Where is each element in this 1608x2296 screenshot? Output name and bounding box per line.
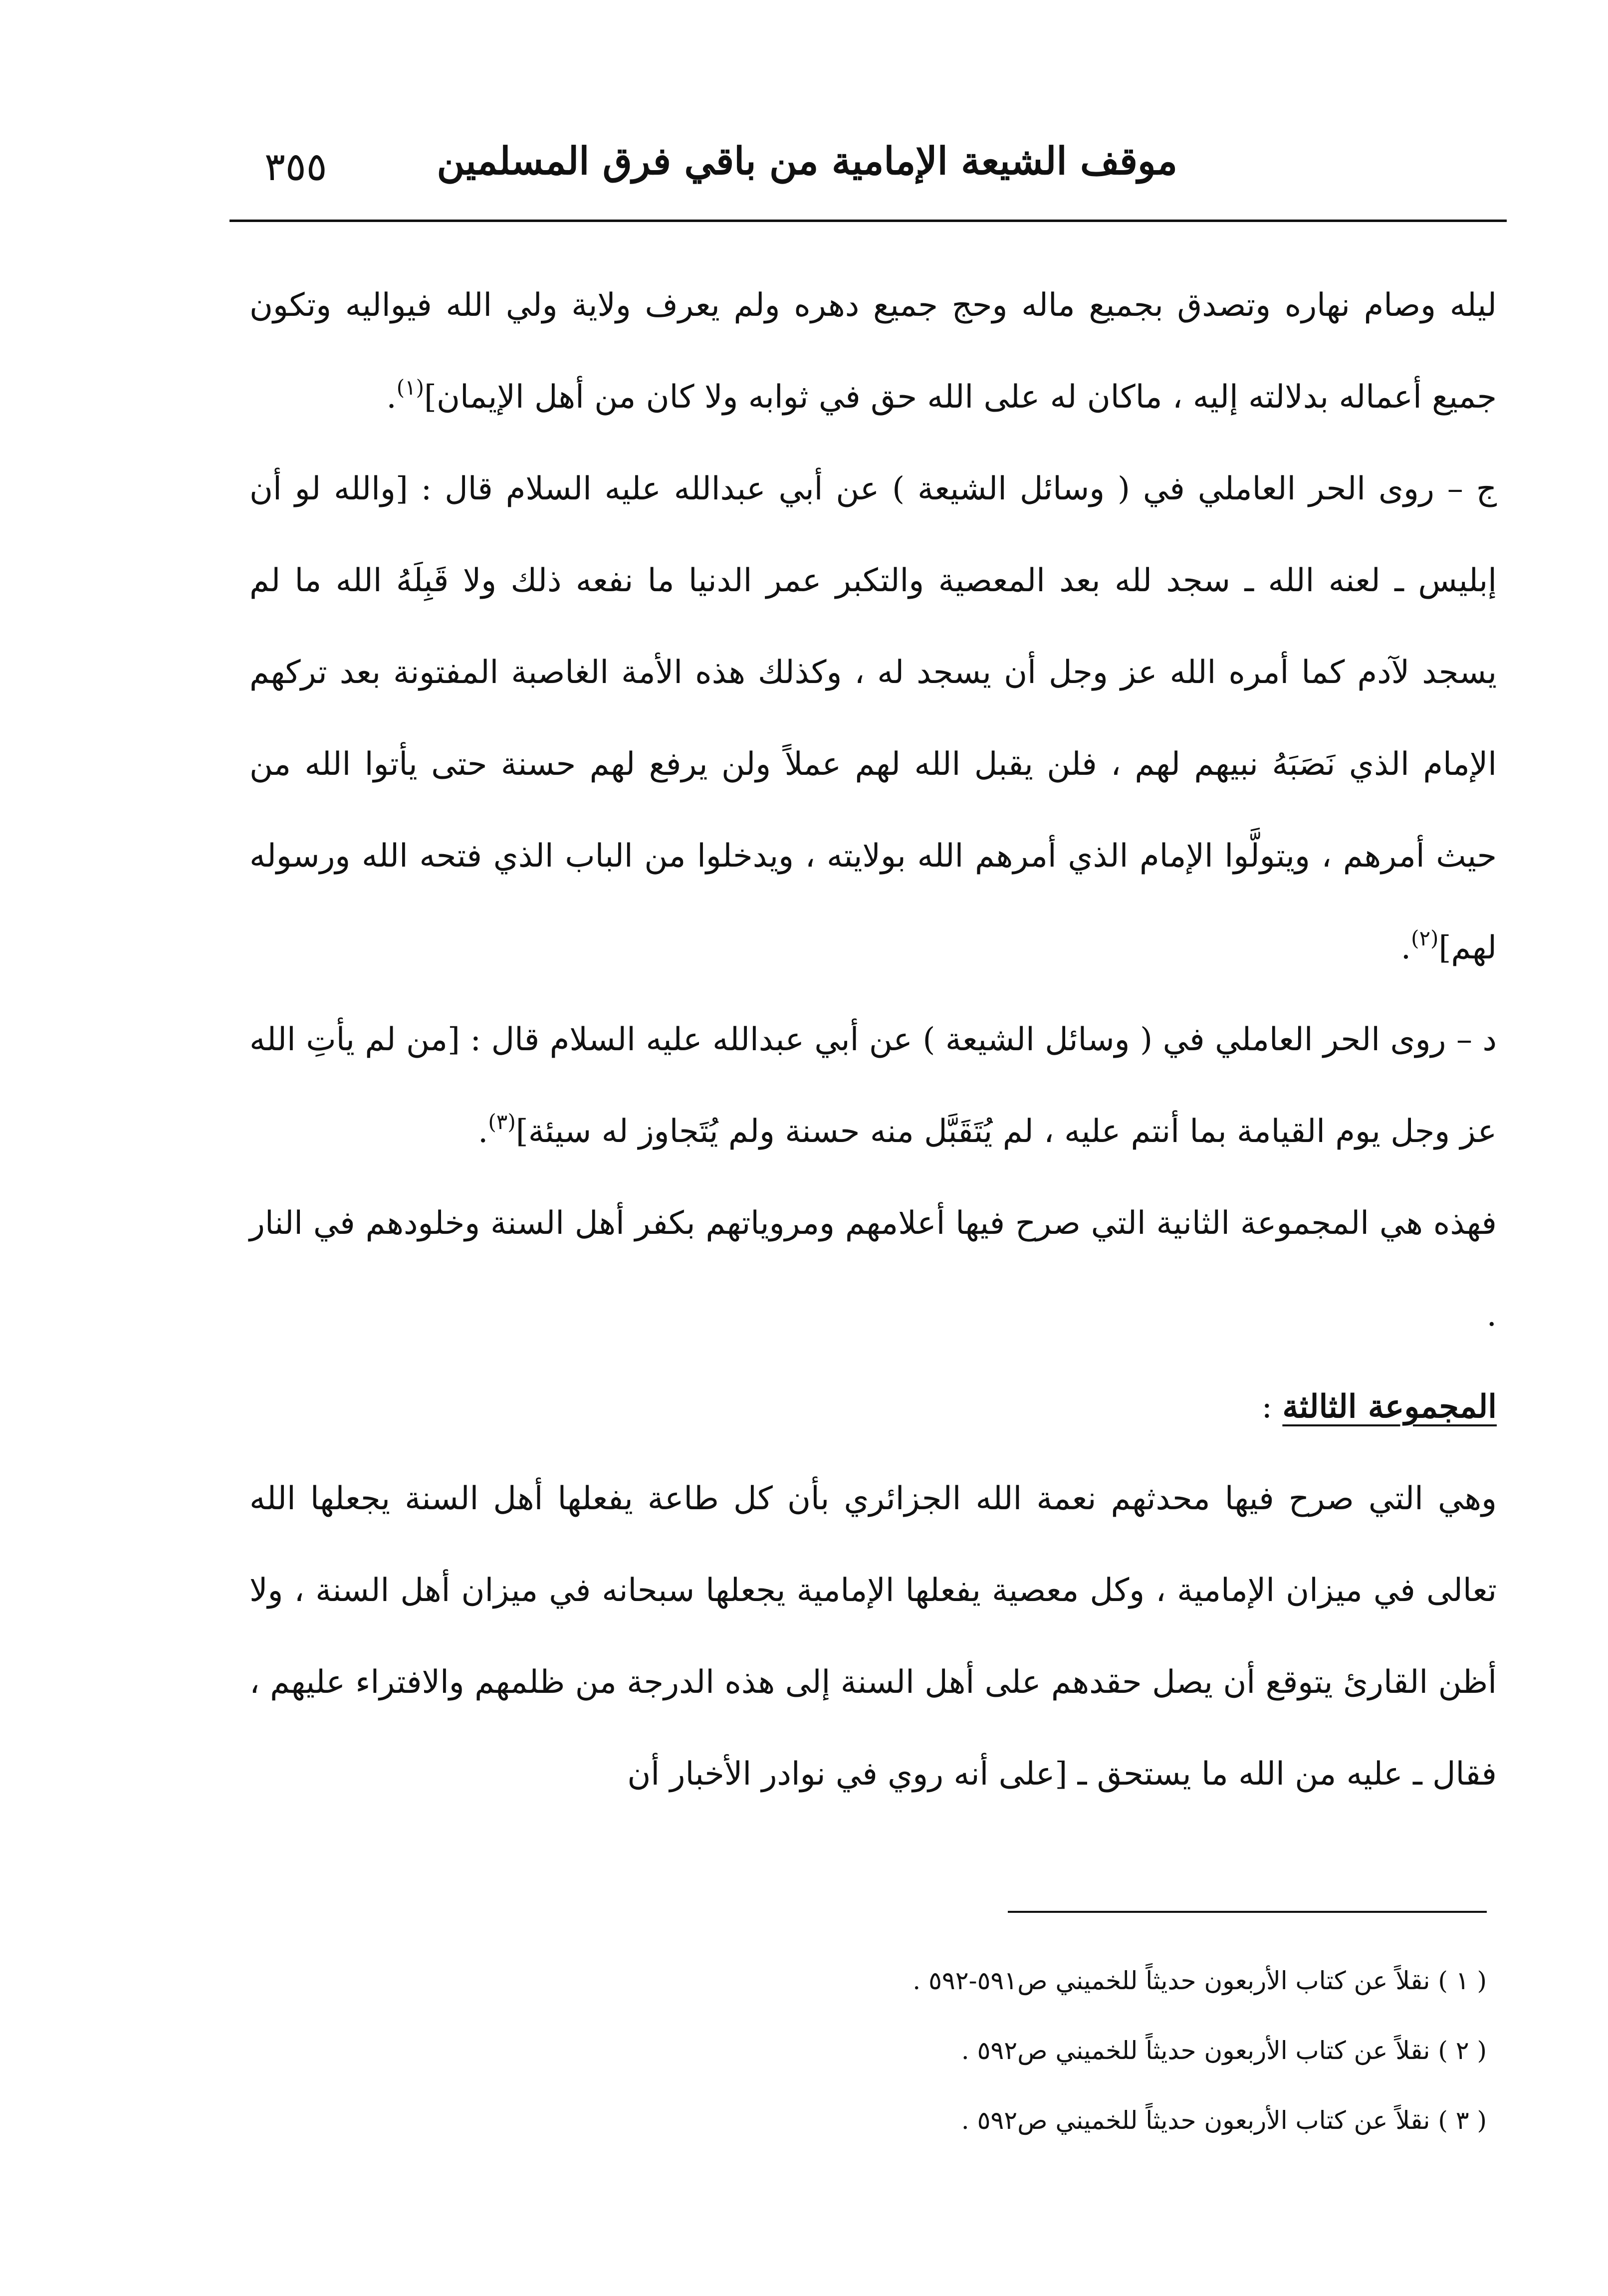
section-heading-colon: :: [1261, 1388, 1283, 1425]
page-number: ٣٥٥: [264, 145, 327, 190]
footnote-ref-1: (١): [396, 375, 425, 400]
paragraph-3-text: د – روى الحر العاملي في ( وسائل الشيعة ) عن أبي عبدالله عليه السلام قال : [من لم يأتِ الله عز وجل يوم القيامة بما أنتم عليه ، لم يُتَقَبَّل منه حسنة ولم يُتَجاوز له سيئة]: [249, 1021, 1497, 1150]
paragraph-1-text: ليله وصام نهاره وتصدق بجميع ماله وحج جميع دهره ولم يعرف ولاية ولي الله فيواليه وتكون جميع أعماله بدلالته إليه ، ماكان له على الله حق في ثوابه ولا كان من أهل الإيمان]: [249, 287, 1497, 416]
footnote-rule: [1008, 1911, 1487, 1913]
footnote-2: ( ٢ ) نقلاً عن كتاب الأربعون حديثاً للخميني ص٥٩٢ .: [961, 2036, 1487, 2065]
footnote-1: ( ١ ) نقلاً عن كتاب الأربعون حديثاً للخميني ص٥٩١-٥٩٢ .: [913, 1966, 1487, 1995]
footnotes: [249, 1946, 1487, 2155]
footnote-3: ( ٣ ) نقلاً عن كتاب الأربعون حديثاً للخميني ص٥٩٢ .: [961, 2106, 1487, 2135]
footnote-ref-2: (٢): [1411, 926, 1439, 950]
section-heading: المجموعة الثالثة: [1282, 1388, 1497, 1425]
running-title: موقف الشيعة الإمامية من باقي فرق المسلمين: [437, 139, 1177, 183]
header-rule: [230, 220, 1507, 222]
paragraph-4: فهذه هي المجموعة الثانية التي صرح فيها أعلامهم ومروياتهم بكفر أهل السنة وخلودهم في النار .: [249, 1205, 1497, 1334]
section-heading-line: [249, 1361, 1497, 1453]
paragraph-3: [249, 994, 1497, 1177]
paragraph-1-end: .: [386, 379, 397, 416]
footnote-ref-3: (٣): [488, 1110, 516, 1134]
body-text: [249, 259, 1497, 1820]
paragraph-2-end: .: [1400, 929, 1411, 966]
paragraph-3-end: .: [478, 1113, 488, 1150]
paragraph-2: [249, 443, 1497, 994]
paragraph-2-text: ج – روى الحر العاملي في ( وسائل الشيعة ) عن أبي عبدالله عليه السلام قال : [والله لو أن إبليس ـ لعنه الله ـ سجد لله بعد المعصية والتكبر عمر الدنيا ما نفعه ذلك ولا قَبِلَهُ الله ما لم يسجد لآدم كما أمره الله عز وجل أن يسجد له ، وكذلك هذه الأمة الغاصبة المفتونة بعد تركهم الإمام الذي نَصَبَهُ نبيهم لهم ، فلن يقبل الله لهم عملاً ولن يرفع لهم حسنة حتى يأتوا الله من حيث أمرهم ، ويتولَّوا الإمام الذي أمرهم الله بولايته ، ويدخلوا من الباب الذي فتحه الله ورسوله لهم]: [249, 470, 1497, 966]
page-header: [230, 125, 1507, 205]
paragraph-5: وهي التي صرح فيها محدثهم نعمة الله الجزائري بأن كل طاعة يفعلها أهل السنة يجعلها الله تعالى في ميزان الإمامية ، وكل معصية يفعلها الإمامية يجعلها سبحانه في ميزان أهل السنة ، ولا أظن القارئ يتوقع أن يصل حقدهم على أهل السنة إلى هذه الدرجة من ظلمهم والافتراء عليهم ، فقال ـ عليه من الله ما يستحق ـ [على أنه روي في نوادر الأخبار أن: [249, 1480, 1497, 1793]
paragraph-1: [249, 259, 1497, 443]
